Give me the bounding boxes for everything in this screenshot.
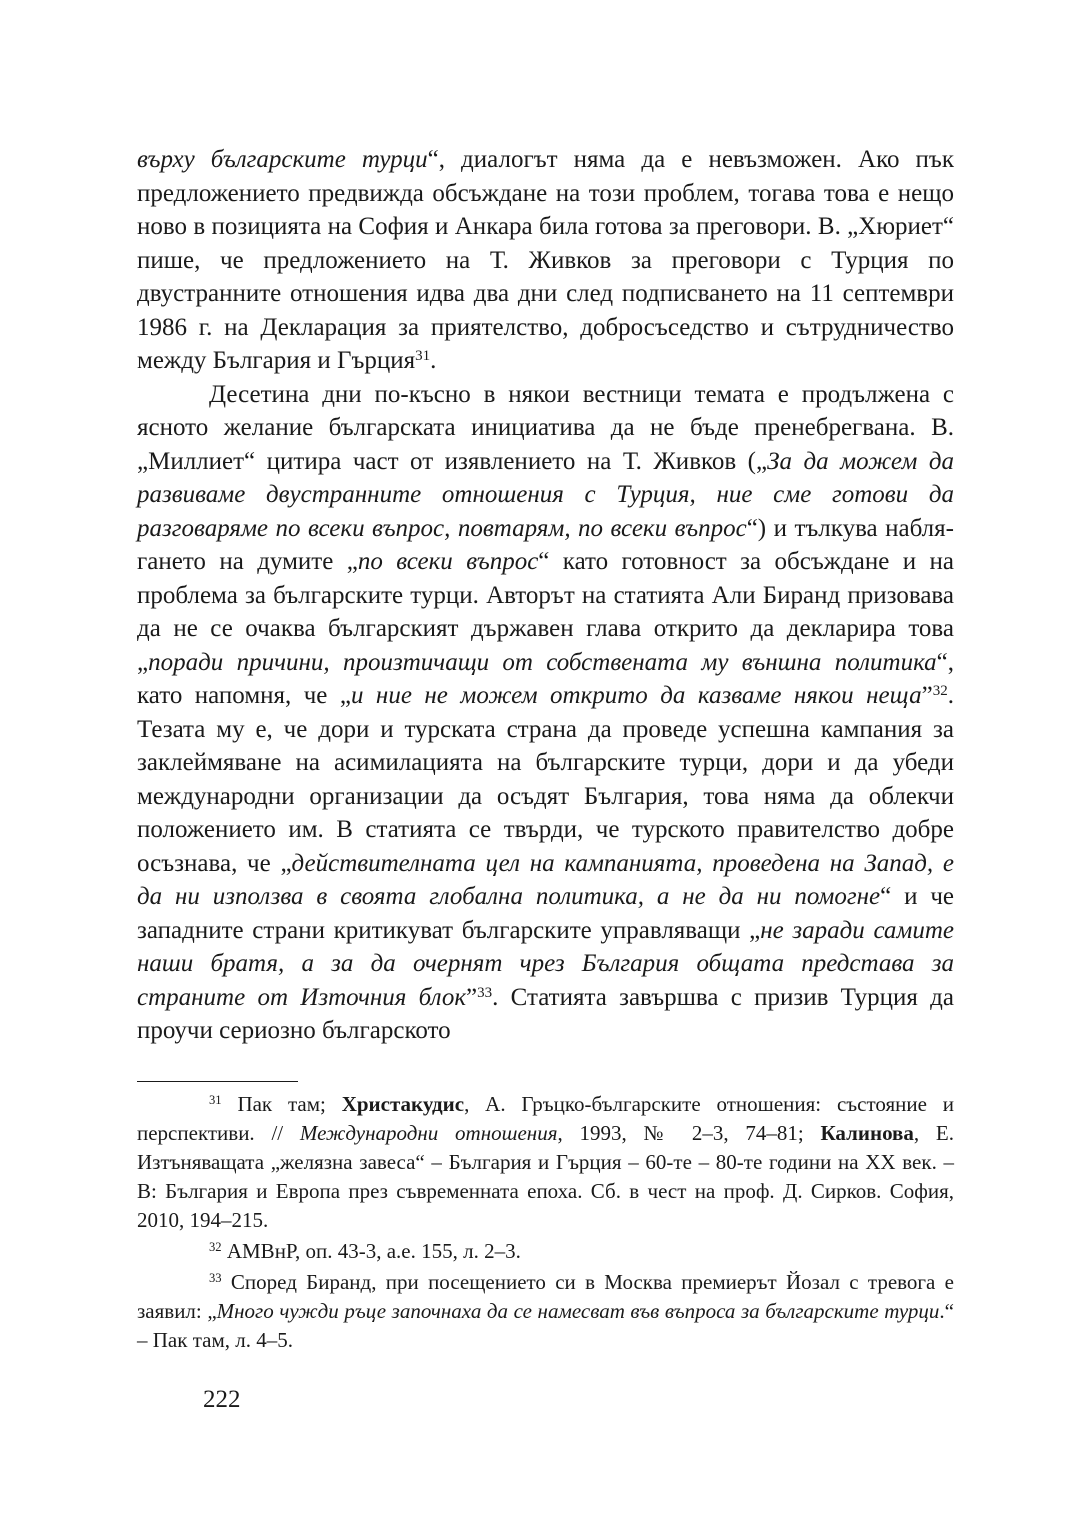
footnote-ref: 32 — [209, 1240, 222, 1255]
text-run: “ като готовност за обсъждане и на проблема за българските турци. Авторът на статията Али Биранд призовава да не се очаква българският държавен глава открито да декларира това „ — [137, 548, 954, 676]
text-run: Пак там; — [221, 1092, 342, 1116]
footnote-separator — [137, 1081, 298, 1082]
italic-quote: За да можем да развиваме двустранните отношения с Турция, ние сме готови да разговаряме по всеки въпрос, повтарям, по всеки въпрос — [137, 447, 954, 542]
text-run: ” — [466, 983, 478, 1011]
italic-quote: Много чужди ръце започнаха да се намесват във въпроса за българските турци — [216, 1299, 940, 1323]
italic-quote: и ние не можем открито да казваме някои неща — [350, 682, 922, 709]
text-run: Десетина дни по-късно в някои вестници темата е продължена с ясното желание българската инициатива да не бъде пренебрегвана. В. „Миллиет“ цитира част от изявлението на Т. Живков („ — [137, 380, 954, 475]
text-run: , 1993, № 2–3, 74–81; — [557, 1121, 821, 1145]
text-run: , А. Гръцко-българските отношения: състояние и перспективи. // — [137, 1092, 954, 1145]
footnote-ref: 33 — [477, 984, 493, 1001]
main-text — [137, 143, 954, 1048]
text-run: “, диалогът няма да е невъзможен. Ако пък предложението предвижда обсъждане на този проблем, тогава това е нещо ново в позицията на София и Анкара била готова за преговори. В. „Хюриет“ пише, че предложението на Т. Живков за преговори с Турция по двустранните отношения идва два дни след подписването на 11 септември 1986 г. на Декларация за приятелство, добросъседство и сътрудничество между България и Гърция — [137, 146, 954, 374]
bold-author: Калинова — [820, 1121, 914, 1145]
footnotes — [137, 1090, 954, 1355]
text-run: .“ – Пак там, л. 4–5. — [137, 1299, 954, 1352]
text-run: “) и тълкува наблягането на думите „ — [137, 514, 954, 575]
text-run: . Тезата му е, че дори и турската страна да проведе успешна кампания за заклеймяване на асимилацията на българските турци, дори и да убеди международни организации да осъдят България, това няма да облекчи положението им. В статията се твърди, че турското правителство добре осъзнава, че „ — [137, 682, 954, 877]
italic-quote: поради причини, произтичащи от собствената му външна политика — [148, 648, 937, 676]
paragraph-2 — [137, 378, 954, 1048]
text-run: , Е. Изтъняващата „желязна завеса“ – България и Гърция – 60-те – 80-те години на ХХ век. – В: България и Европа през съвременната епоха. Сб. в чест на проф. Д. Сирков. София, 2010, 194–215. — [137, 1121, 955, 1232]
italic-quote: върху българските турци — [137, 146, 428, 173]
page-number: 222 — [203, 1386, 241, 1413]
paragraph-1 — [137, 143, 954, 378]
text-run: Според Биранд, при посещението си в Москва премиерът Йозал с тревога е заявил: „ — [137, 1270, 954, 1323]
text-run: “ и че западните страни критикуват българските управляващи „ — [137, 883, 954, 944]
footnote-33 — [137, 1268, 954, 1355]
footnote-ref: 32 — [932, 682, 948, 699]
footnote-ref: 31 — [415, 347, 431, 364]
footnote-ref: 33 — [209, 1271, 222, 1286]
bold-author: Христакудис — [341, 1092, 465, 1116]
text-run: . — [430, 347, 437, 374]
italic-quote: Международни отношения — [299, 1121, 558, 1145]
footnote-31 — [137, 1090, 954, 1235]
text-run: “, като напомня, че „ — [137, 648, 954, 709]
text-run: ” — [921, 682, 933, 709]
italic-quote: по всеки въпрос — [357, 548, 539, 575]
footnote-ref: 31 — [209, 1093, 222, 1108]
italic-quote: не заради самите наши братя, а за да очернят чрез България общата представа за страните от Източния блок — [137, 916, 955, 1011]
text-run: . Статията завършва с призив Турция да проучи сериозно българското — [137, 983, 954, 1044]
italic-quote: действителната цел на кампанията, проведена на Запад, е да ни използва в своята глобална политика, а не да ни помогне — [137, 849, 954, 910]
text-run: АМВнР, оп. 43-3, а.е. 155, л. 2–3. — [221, 1239, 521, 1263]
footnote-32 — [137, 1237, 954, 1266]
